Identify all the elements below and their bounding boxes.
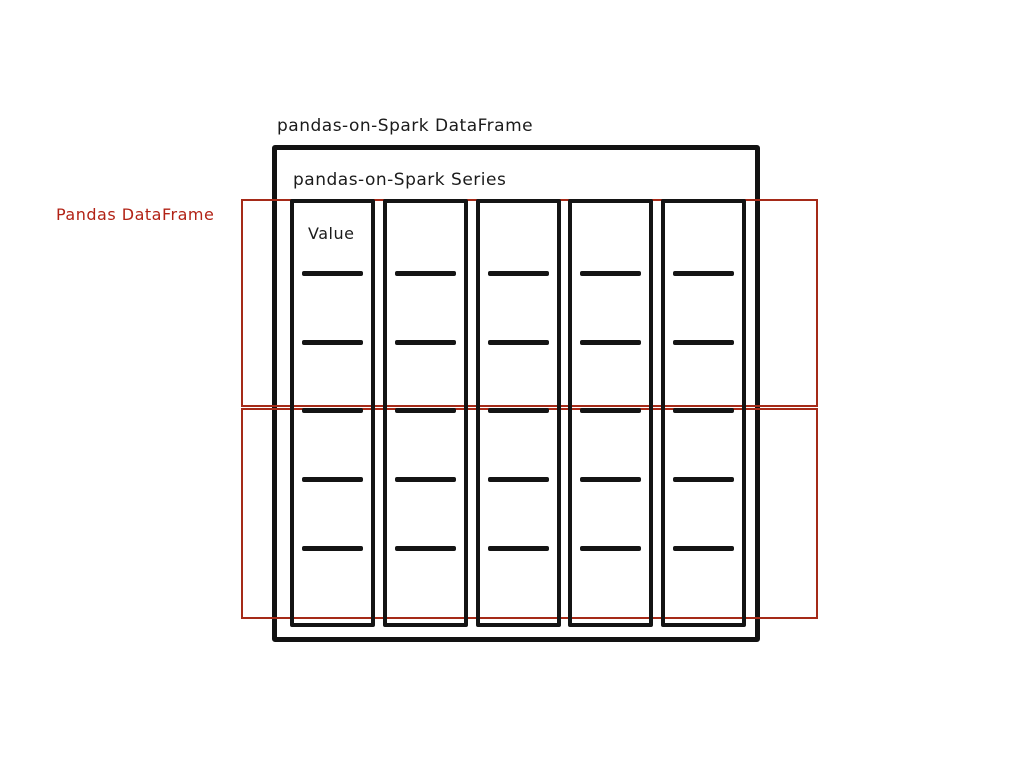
series-column — [290, 199, 375, 627]
row-divider — [488, 340, 549, 345]
pandas-on-spark-series-label: pandas-on-Spark Series — [293, 170, 507, 190]
pandas-dataframe-label: Pandas DataFrame — [56, 205, 215, 224]
row-divider — [302, 546, 363, 551]
row-divider — [395, 340, 456, 345]
row-divider — [395, 477, 456, 482]
value-column-header-label: Value — [308, 224, 355, 243]
row-divider — [488, 271, 549, 276]
row-divider — [673, 408, 734, 413]
series-column — [476, 199, 561, 627]
row-divider — [673, 546, 734, 551]
row-divider — [302, 340, 363, 345]
row-divider — [488, 408, 549, 413]
row-divider — [302, 477, 363, 482]
row-divider — [580, 546, 641, 551]
row-divider — [395, 546, 456, 551]
row-divider — [488, 546, 549, 551]
row-divider — [580, 340, 641, 345]
row-divider — [673, 477, 734, 482]
row-divider — [580, 477, 641, 482]
series-column — [568, 199, 653, 627]
row-divider — [302, 271, 363, 276]
row-divider — [580, 271, 641, 276]
pandas-on-spark-dataframe-label: pandas-on-Spark DataFrame — [277, 116, 534, 136]
row-divider — [488, 477, 549, 482]
series-column — [383, 199, 468, 627]
row-divider — [395, 271, 456, 276]
row-divider — [395, 408, 456, 413]
series-column — [661, 199, 746, 627]
row-divider — [673, 271, 734, 276]
series-column-group — [290, 199, 746, 627]
row-divider — [580, 408, 641, 413]
row-divider — [673, 340, 734, 345]
row-divider — [302, 408, 363, 413]
